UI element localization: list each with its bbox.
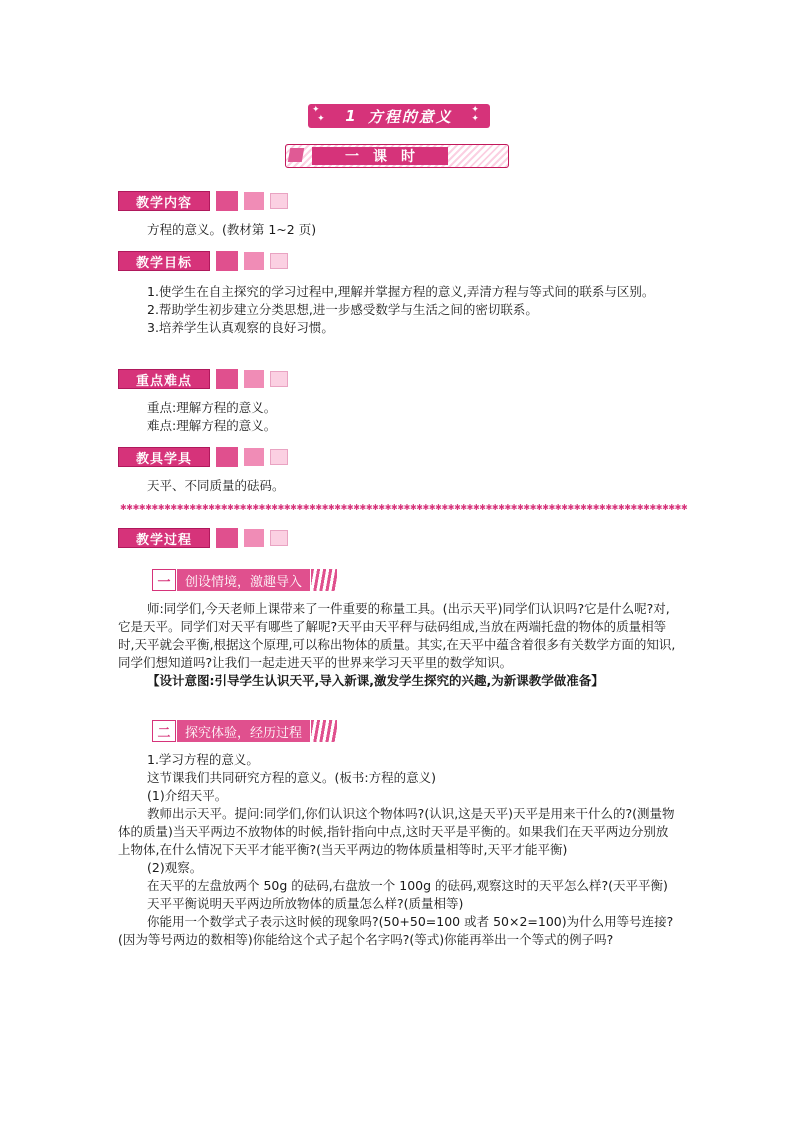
section-header-goals — [118, 250, 288, 272]
lesson-number: 1 — [345, 107, 358, 125]
tools-text: 天平、不同质量的砝码。 — [147, 478, 285, 493]
square-decoration-icon — [244, 252, 264, 270]
lesson-title: 方程的意义 — [367, 107, 453, 126]
dotted-divider: ✱✱✱✱✱✱✱✱✱✱✱✱✱✱✱✱✱✱✱✱✱✱✱✱✱✱✱✱✱✱✱✱✱✱✱✱✱✱✱✱✱✱✱✱✱✱✱✱✱✱✱✱✱✱✱✱✱✱✱✱✱✱✱✱✱✱✱✱✱✱✱✱✱✱✱✱✱✱✱✱✱✱✱✱✱✱✱✱✱✱ — [120, 503, 688, 512]
step2-line: (1)介绍天平。 — [147, 788, 228, 803]
square-decoration-icon — [216, 447, 238, 467]
section-label: 教学过程 — [118, 528, 210, 548]
lesson-title-banner — [308, 104, 490, 128]
step-title: 创设情境，激趣导入 — [177, 569, 310, 591]
step2-line: 1.学习方程的意义。 — [147, 752, 259, 767]
step1-paragraph: 师:同学们,今天老师上课带来了一件重要的称量工具。(出示天平)同学们认识吗?它是什么呢?对,它是天平。同学们对天平有哪些了解呢?天平由天平秤与砝码组成,当放在两端托盘的物体的质量相等时,天平就会平衡,根据这个原理,可以称出物体的质量。其实,在天平中蕴含着很多有关数学方面的知识,同学们想知道吗?让我们一起走进天平的世界来学习天平里的数学知识。 — [118, 601, 676, 670]
section-label: 教学内容 — [118, 191, 210, 211]
section-header-content — [118, 190, 288, 212]
square-decoration-icon — [216, 369, 238, 389]
step-header-2 — [152, 720, 337, 742]
step2-line: (2)观察。 — [147, 860, 203, 875]
goal-item: 2.帮助学生初步建立分类思想,进一步感受数学与生活之间的密切联系。 — [147, 302, 538, 317]
square-decoration-icon — [216, 191, 238, 211]
step2-paragraph: 天平平衡说明天平两边所放物体的质量怎么样?(质量相等) — [147, 896, 464, 911]
step2-body — [118, 751, 678, 949]
step-header-1 — [152, 569, 337, 591]
section-header-tools — [118, 446, 288, 468]
goal-item: 1.使学生在自主探究的学习过程中,理解并掌握方程的意义,弄清方程与等式间的联系与区别。 — [147, 284, 655, 299]
square-decoration-icon — [288, 148, 304, 162]
step-title: 探究体验，经历过程 — [177, 720, 310, 742]
lesson-period-bar — [285, 144, 509, 168]
square-decoration-icon — [270, 193, 288, 209]
square-decoration-icon — [244, 529, 264, 547]
square-decoration-icon — [244, 448, 264, 466]
step-number: 一 — [152, 569, 176, 591]
step2-paragraph: 教师出示天平。提问:同学们,你们认识这个物体吗?(认识,这是天平)天平是用来干什么的?(测量物体的质量)当天平两边不放物体的时候,指针指向中点,这时天平是平衡的。如果我们在天平两边分别放上物体,在什么情况下天平才能平衡?(当天平两边的物体质量相等时,天平才能平衡) — [118, 806, 675, 857]
step2-paragraph: 在天平的左盘放两个 50g 的砝码,右盘放一个 100g 的砝码,观察这时的天平怎么样?(天平平衡) — [147, 878, 668, 893]
keypoint-item: 重点:理解方程的意义。 — [147, 400, 277, 415]
square-decoration-icon — [216, 251, 238, 271]
stripe-decoration-icon — [311, 569, 337, 591]
stripe-decoration-icon — [311, 720, 337, 742]
lesson-period-label: 一课时 — [312, 147, 448, 165]
keypoint-item: 难点:理解方程的意义。 — [147, 418, 277, 433]
square-decoration-icon — [270, 449, 288, 465]
step1-body — [118, 600, 678, 690]
goal-item: 3.培养学生认真观察的良好习惯。 — [147, 320, 334, 335]
star-decoration-icon: ✦ ✦ — [471, 105, 486, 124]
step2-paragraph: 你能用一个数学式子表示这时候的现象吗?(50+50=100 或者 50×2=100)为什么用等号连接?(因为等号两边的数相等)你能给这个式子起个名字吗?(等式)你能再举出一个等式的例子吗? — [118, 914, 674, 947]
goals-list — [118, 283, 678, 337]
keypoints-list — [118, 399, 678, 435]
content-text: 方程的意义。(教材第 1~2 页) — [147, 222, 317, 237]
section-label: 重点难点 — [118, 369, 210, 389]
square-decoration-icon — [244, 370, 264, 388]
square-decoration-icon — [270, 530, 288, 546]
section-header-keypoints — [118, 368, 288, 390]
design-intent-note: 【设计意图:引导学生认识天平,导入新课,激发学生探究的兴趣,为新课教学做准备】 — [147, 673, 604, 688]
square-decoration-icon — [270, 371, 288, 387]
step2-line: 这节课我们共同研究方程的意义。(板书:方程的意义) — [147, 770, 436, 785]
star-decoration-icon: ✦ ✦ — [312, 105, 327, 124]
square-decoration-icon — [216, 528, 238, 548]
step-number: 二 — [152, 720, 176, 742]
square-decoration-icon — [244, 192, 264, 210]
section-label: 教学目标 — [118, 251, 210, 271]
section-label: 教具学具 — [118, 447, 210, 467]
section-header-process — [118, 527, 288, 549]
square-decoration-icon — [270, 253, 288, 269]
